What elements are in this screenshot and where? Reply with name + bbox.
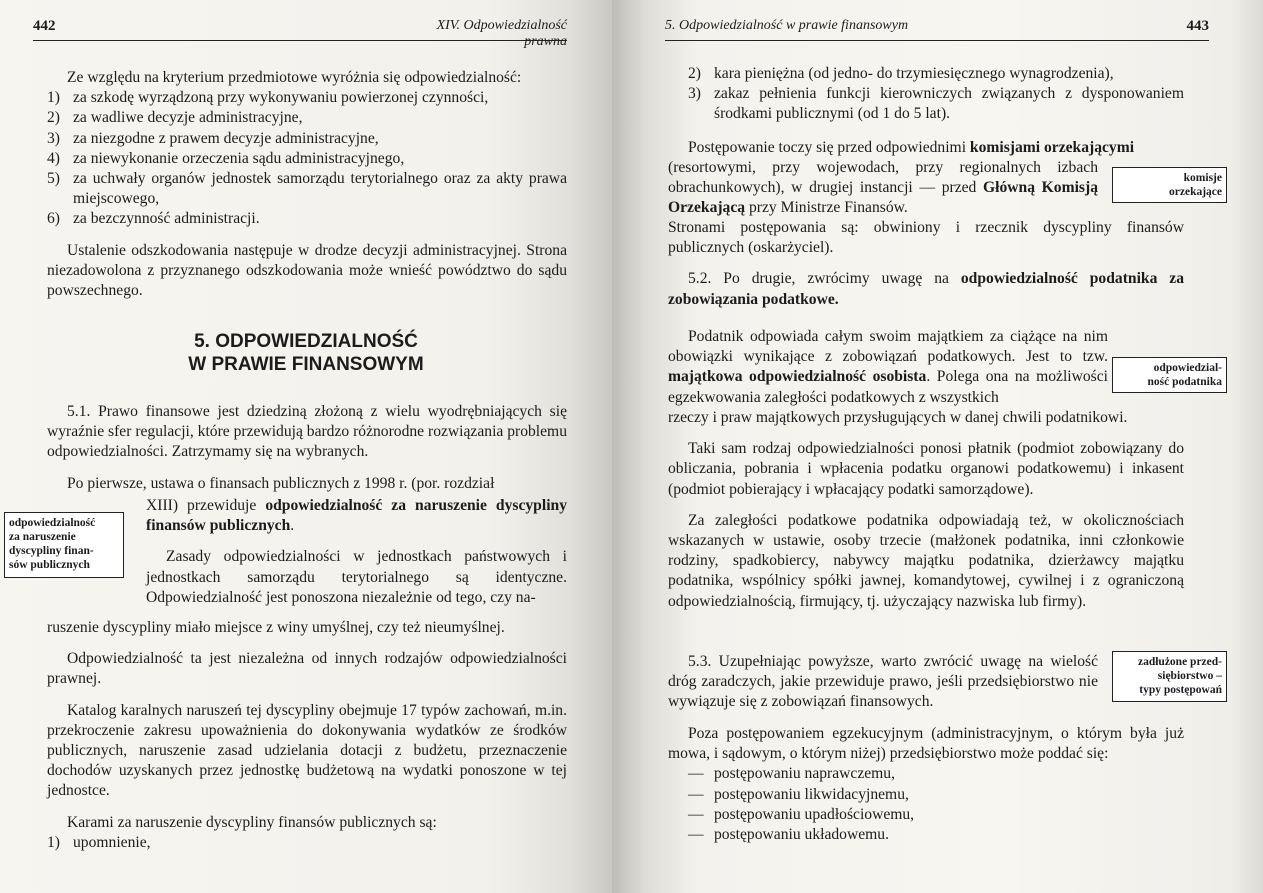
margin-note-discipline — [4, 512, 124, 578]
margin-note-line: za naruszenie — [9, 531, 76, 543]
para-taxpayer-start: Podatnik odpowiada całym swoim majątkiem za ciążące na nim obowiązki wynikające z zobowiązań podatkowych. Jest to tzw. — [668, 328, 1108, 366]
right-top-block — [668, 64, 1184, 125]
margin-note-line: odpowiedzial- — [1153, 362, 1222, 374]
item-number: 2) — [688, 65, 701, 82]
item-number: 2) — [47, 109, 60, 127]
item-text: kara pieniężna (od jedno- do trzymiesięcznego wynagrodzenia), — [714, 65, 1114, 82]
para-proc-parties-block — [668, 218, 1184, 310]
para-taxpayer-wrapped — [668, 327, 1108, 408]
para-proc-bold1: komisjami orzekającymi — [969, 139, 1135, 156]
right-middle-block — [668, 408, 1184, 612]
item-text: postępowaniu upadłościowemu, — [714, 805, 915, 823]
item-text: za wadliwe decyzje administracyjne, — [73, 109, 303, 127]
item-text: za uchwały organów jednostek samorządu terytorialnego oraz za akty prawa miejscowego, — [73, 170, 567, 208]
header-rule-right — [665, 40, 1209, 41]
para-taxpayer-bold: majątkowa odpowiedzialność osobista — [668, 368, 927, 386]
right-page — [612, 0, 1263, 893]
margin-note-line: orzekające — [1169, 186, 1222, 198]
para-proc-middle: (resortowymi, przy wojewodach, przy regionalnych izbach obrachunkowych), w drugiej instancji — przed — [668, 159, 1098, 197]
para-catalog: Katalog karalnych naruszeń tej dyscypliny obejmuje 17 typów zachowań, m.in. przekroczenie zakresu upoważnienia do dokonywania wydatków ze środków publicznych, naruszenie zasad udzielania dotacji z budżetu, przeznaczenie dochodów uzyskanych przez jednostkę budżetową na wydatki ponoszone w tej jednostce. — [47, 701, 567, 800]
item-text: zakaz pełnienia funkcji kierowniczych związanych z dysponowaniem środkami publicznymi (od 1 do 5 lat). — [714, 85, 1184, 123]
item-dash: — — [688, 785, 704, 803]
item-dash: — — [688, 826, 704, 844]
left-page — [0, 0, 612, 893]
section-title-line1: 5. ODPOWIEDZIALNOŚĆ — [194, 331, 418, 352]
margin-note-enterprise — [1112, 651, 1227, 702]
para-proc-wrapped — [668, 158, 1098, 219]
para-independent: Odpowiedzialność ta jest niezależna od innych rodzajów odpowiedzialności prawnej. — [47, 650, 567, 688]
page-number-right: 443 — [1186, 18, 1209, 34]
para-penalties-intro: Karami za naruszenie dyscypliny finansów publicznych są: — [67, 813, 437, 831]
para-5-1-block — [47, 402, 567, 494]
para-first-end: . — [290, 517, 295, 535]
section-title-line2: W PRAWIE FINANSOWYM — [188, 354, 424, 375]
list-item — [47, 108, 567, 128]
para-5-3: 5.3. Uzupełniając powyższe, warto zwrócić uwagę na wielość dróg zaradczych, jakie przewiduje prawo, jeśli przedsiębiorstwo nie wywiązuje się z zobowiązań finansowych. — [668, 653, 1098, 711]
item-text: postępowaniu naprawczemu, — [714, 765, 895, 783]
para-proc-first-line — [668, 138, 1184, 158]
para-proc-bold2: Główną Komisją Orzekającą — [668, 179, 1098, 217]
para-first-bold: odpowiedzialność za naruszenie dyscypliny finansów publicznych — [146, 497, 567, 535]
item-number: 6) — [47, 210, 60, 228]
criteria-block — [47, 68, 567, 301]
list-item — [47, 833, 567, 853]
item-number: 3) — [688, 85, 701, 103]
item-text: za niezgodne z prawem decyzje administracyjne, — [73, 129, 379, 147]
left-lower-block — [47, 618, 567, 853]
para-rules-start: Zasady odpowiedzialności w jednostkach państwowych i jednostkach samorządu terytorialnego są identyczne. Odpowiedzialność jest ponoszona niezależnie od tego, czy na- — [146, 548, 567, 606]
para-first-line1: Po pierwsze, ustawa o finansach publicznych z 1998 r. (por. rozdział — [67, 474, 495, 492]
list-item — [47, 129, 567, 149]
item-dash: — — [688, 805, 704, 823]
para-proc-end: przy Ministrze Finansów. — [745, 199, 908, 217]
para-compensation: Ustalenie odszkodowania następuje w drodze decyzji administracyjnej. Strona niezadowolona z przyznanego odszkodowania może wnieść powództwo do sądu powszechnego. — [47, 241, 567, 300]
margin-note-line: dyscypliny finan- — [9, 545, 94, 557]
item-text: upomnienie, — [73, 833, 151, 851]
margin-note-line: ność podatnika — [1147, 376, 1222, 388]
para-payer: Taki sam rodzaj odpowiedzialności ponosi płatnik (podmiot zobowiązany do obliczania, pobrania i wpłacenia podatku organowi podatkowemu) i inkasent (podmiot pobierający i wpłacający podatki samorządowe). — [668, 440, 1184, 498]
margin-note-line: siębiorstwo – — [1157, 670, 1222, 682]
item-number: 1) — [47, 833, 60, 851]
running-header-left: XIV. Odpowiedzialność prawna — [436, 18, 567, 49]
para-5-3-wrapped — [668, 652, 1098, 713]
criteria-list — [47, 88, 567, 229]
list-item — [668, 84, 1184, 124]
item-text: za niewykonanie orzeczenia sądu administracyjnego, — [73, 149, 405, 167]
item-number: 5) — [47, 170, 60, 188]
para-third-parties: Za zaległości podatkowe podatnika odpowiadają też, w okolicznościach wskazanych w ustawie, osoby trzecie (małżonek podatnika, inni członkowie rodziny, spadkobiercy, nabywcy majątku podatnika, dzierżawcy majątku podatnika, wspólnicy spółki jawnej, komandytowej, cywilnej i z ograniczoną odpowiedzialnością, firmujący, tj. użyczający nazwiska lub firmy). — [668, 511, 1184, 610]
list-item — [668, 764, 1184, 784]
list-item — [668, 825, 1184, 845]
margin-note-line: typy postępowań — [1139, 684, 1222, 696]
list-item — [47, 88, 567, 108]
margin-note-line: sów publicznych — [9, 559, 90, 571]
right-bottom-block — [668, 724, 1184, 845]
item-dash: — — [688, 765, 704, 783]
item-text: postępowaniu układowemu. — [714, 826, 889, 844]
item-text: za bezczynność administracji. — [73, 210, 260, 228]
list-item — [47, 149, 567, 169]
para-taxpayer-middle: . Polega ona na możliwości egzekwowania zaległości podatkowych z wszystkich — [668, 368, 1108, 406]
page-number-left: 442 — [33, 18, 56, 34]
margin-note-line: komisje — [1183, 172, 1222, 184]
list-item — [668, 785, 1184, 805]
running-header-right: 5. Odpowiedzialność w prawie finansowym — [665, 18, 909, 33]
margin-note-line: odpowiedzialność — [9, 517, 96, 529]
para-rules-end: ruszenie dyscypliny miało miejsce z winy umyślnej, czy też nieumyślnej. — [47, 619, 505, 636]
item-number: 4) — [47, 149, 60, 167]
para-first-wrapped — [146, 496, 567, 608]
margin-note-line: zadłużone przed- — [1137, 656, 1222, 668]
list-item — [668, 805, 1184, 825]
item-text: postępowaniu likwidacyjnemu, — [714, 785, 909, 803]
item-text: za szkodę wyrządzoną przy wykonywaniu powierzonej czynności, — [73, 89, 489, 107]
criteria-intro: Ze względu na kryterium przedmiotowe wyróżnia się odpowiedzialność: — [67, 69, 522, 86]
para-5-2-start: 5.2. Po drugie, zwrócimy uwagę na — [688, 270, 961, 288]
margin-note-taxpayer — [1112, 357, 1227, 393]
para-5-1: 5.1. Prawo finansowe jest dziedziną złożoną z wielu wyodrębniających się wyraźnie sfer regulacji, które przewidują bardzo różnorodne rozwiązania problemu odpowiedzialności. Zatrzymamy się na wybranych. — [47, 403, 567, 461]
para-taxpayer-end: rzeczy i praw majątkowych przysługujących w danej chwili podatnikowi. — [668, 409, 1128, 426]
para-proc-start: Postępowanie toczy się przed odpowiednimi — [688, 139, 970, 156]
para-besides: Poza postępowaniem egzekucyjnym (administracyjnym, o którym była już mowa, i sądowym, o którym niżej) przedsiębiorstwo może poddać się: — [668, 725, 1184, 763]
para-proc-parties: Stronami postępowania są: obwiniony i rzecznik dyscypliny finansów publicznych (oskarżyciel). — [668, 219, 1184, 257]
margin-note-commissions — [1112, 167, 1227, 203]
para-5-2-bold: odpowiedzialność podatnika za zobowiązania podatkowe. — [668, 270, 1184, 308]
list-item — [47, 209, 567, 229]
list-item — [47, 169, 567, 209]
header-rule-left — [33, 40, 567, 41]
para-first-start: XIII) przewiduje — [146, 497, 266, 514]
list-item — [668, 64, 1184, 84]
item-number: 3) — [47, 129, 60, 147]
item-number: 1) — [47, 89, 60, 107]
